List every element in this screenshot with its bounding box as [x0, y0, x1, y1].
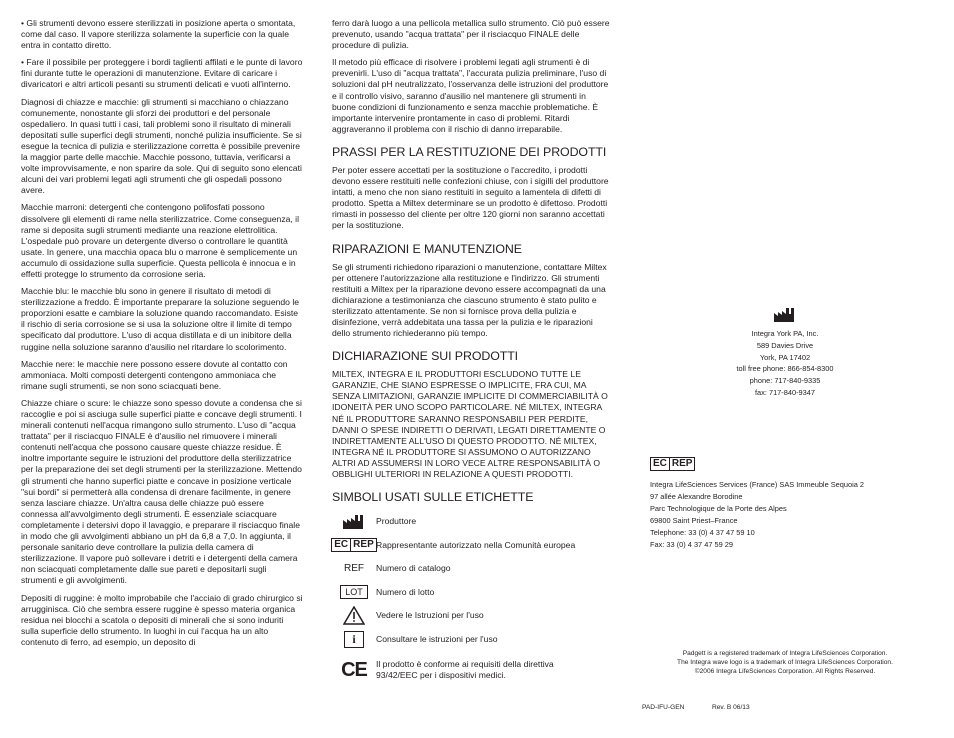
paragraph: Macchie marroni: detergenti che contengono polifosfati possono dissolvere gli elementi di rame nella sterilizzatrice. Come conseguenza, il rame si deposita sugli strumenti mediante una reazione elettrolitica. L'ospedale può provare un detergente diverso o controllare le quantità usate. In genere, una macchia opaca blu o marrone è semplicemente un accumulo di ossidazione sulla superficie. Questa pellicola è innocua e in effetti protegge lo strumento da corrosione seria. — [21, 202, 299, 279]
manufacturer-icon — [650, 306, 920, 324]
paragraph: • Gli strumenti devono essere sterilizzati in posizione aperta o smontata, come dal caso. Il vapore sterilizza solamente la superficie con la quale entra in contatto diretto. — [21, 18, 296, 51]
symbol-label: Rappresentante autorizzato nella Comunità europea — [376, 539, 576, 550]
symbol-row — [332, 557, 611, 581]
paragraph: Il metodo più efficace di risolvere i problemi legati agli strumenti è di prevenirli. L'uso di "acqua trattata", l'accurata pulizia preliminare, l'uso di soluzioni dal pH neutralizzato, l'osservanza delle istruzioni del produttore e il controllo visivo, saranno d'ausilio nel mantenere gli strumenti in buone condizioni di funzionamento e senza macchie problematiche. È importante intervenire prontamente in caso di problemi. Ritardi aggraveranno il problema con il rischio di danno irreparabile. — [332, 57, 609, 134]
heading-repairs: RIPARAZIONI E MANUTENZIONE — [332, 241, 522, 256]
symbol-label: Vedere le Istruzioni per l'uso — [376, 610, 484, 621]
revision-code: Rev. B 06/13 — [712, 704, 750, 711]
warning-icon — [332, 606, 376, 625]
symbol-row — [332, 655, 611, 685]
heading-disclaimer: DICHIARAZIONE SUI PRODOTTI — [332, 349, 519, 364]
symbol-row — [332, 628, 611, 652]
symbol-label: Consultare le istruzioni per l'uso — [376, 633, 498, 644]
heading-symbols: SIMBOLI USATI SULLE ETICHETTE — [332, 490, 534, 505]
manufacturer-icon — [332, 514, 376, 530]
symbol-row — [332, 534, 611, 558]
symbol-row — [332, 581, 611, 605]
paragraph: Se gli strumenti richiedono riparazioni o manutenzione, contattare Miltex per ottenere l'autorizzazione alla restituzione e l'indirizzo. Gli strumenti restituiti a Miltex per la riparazione devono essere accompagnati da una dichiarazione a testimonianza che ciascuno strumento è stato pulito e sterilizzato attentamente. Se non si fornisce prova della pulizia e disinfezione, verrà addebitata una tassa per la pulizia e le riparazioni dello strumento richiederanno più tempo. — [332, 261, 607, 339]
symbol-label: Numero di catalogo — [376, 563, 451, 574]
eu-representative-address: Integra LifeSciences Services (France) SAS Immeuble Sequoia 2 97 allée Alexandre Borodine Parc Technologique de la Porte des Alpes 69800 Saint Priest–France Telephone: 33 (0) 4 37 47 59 10 Fax: 33 (0) 4 37 47 59 29 — [650, 479, 865, 549]
column-left — [21, 18, 303, 654]
paragraph: Macchie blu: le macchie blu sono in genere il risultato di metodi di sterilizzazione a freddo. È importante preparare la soluzione seguendo le proporzioni esatte e cambiare la soluzione quando raccomandato. Esiste il rischio di seria corrosione se si usa la soluzione oltre il limite di tempo specificato dal produttore. L'uso di acqua distillata e di un inibitore della ruggine nella soluzione saranno d'ausilio nel ritardare lo scolorimento. — [21, 286, 300, 352]
paragraph: Diagnosi di chiazze e macchie: gli strumenti si macchiano o chiazzano comunemente, nonostante gli sforzi dei produttori e del personale ospedaliero. In quasi tutti i casi, tali problemi sono il risultato di minerali depositati sulle superfici degli strumenti, nonché pulizia insufficiente. Se si esegue la tecnica di pulizia e sterilizzazione corretta è possibile prevenire la maggior parte delle macchie. Macchie possono, tuttavia, verificarsi a volte improvvisamente, e non sparire da sole. Qui di seguito sono elencati alcuni dei vari problemi legati agli strumenti che gli ospedali possono avere. — [21, 96, 302, 196]
paragraph: MILTEX, INTEGRA E IL PRODUTTORI ESCLUDONO TUTTE LE GARANZIE, CHE SIANO ESPRESSE O IMPLICITE, FRA CUI, MA SENZA LIMITAZIONI, GARANZIE IMPLICITE DI COMMERCIABILITÀ O IDONEITÀ PER UNO SCOPO PARTICOLARE. NÉ MILTEX, INTEGRA NÉ IL PRODUTTORE SARANNO RESPONSABILI PER PERDITE, DANNI O SPESE INDIRETTI O DERIVATI, LEGATI DIRETTAMENTE O INDIRETTAMENTE ALL'USO DI QUESTO PRODOTTO. NÉ MILTEX, INTEGRA NÉ IL PRODUTTORE SI ASSUMONO O AUTORIZZANO ALTRI AD ASSUMERSI IN LORO VECE ALTRE RESPONSABILITÀ O OBBLIGHI ULTERIORI IN RELAZIONE A QUESTI PRODOTTI. — [332, 369, 608, 479]
consult-ifu-icon: i — [332, 631, 376, 648]
symbol-row — [332, 510, 611, 534]
paragraph: Macchie nere: le macchie nere possono essere dovute al contatto con ammoniaca. Molti composti detergenti contengono ammoniaca che rimane sugli strumenti, se non sono sciacquati bene. — [21, 358, 288, 391]
paragraph: ferro darà luogo a una pellicola metallica sullo strumento. Ciò può essere prevenuto, usando "acqua trattata" per il risciacquo FINALE delle procedure di pulizia. — [332, 18, 610, 51]
ec-rep-icon: EC REP — [332, 538, 376, 552]
symbol-label: Il prodotto è conforme ai requisiti della direttiva 93/42/EEC per i dispositivi medici. — [376, 659, 554, 681]
ec-rep-icon: EC REP — [650, 457, 920, 471]
symbol-label: Produttore — [376, 516, 417, 527]
document-code: PAD-IFU-GEN — [642, 704, 685, 711]
lot-icon: LOT — [332, 585, 376, 599]
heading-returns: PRASSI PER LA RESTITUZIONE DEI PRODOTTI — [332, 144, 607, 159]
column-right — [650, 18, 920, 551]
paragraph: Per poter essere accettati per la sostituzione o l'accredito, i prodotti devono essere restituiti nelle confezioni chiuse, con i sigilli del produttore intatti, a meno che non siano restituiti in seguito a lamentela di difetti di prodotto. Spetta a Miltex determinare se un prodotto è difettoso. Prodotti rimasti in possesso del cliente per oltre 120 giorni non saranno accettati per la sostituzione. — [332, 164, 609, 231]
symbol-label: Numero di lotto — [376, 586, 435, 597]
ref-icon: REF — [344, 563, 364, 575]
paragraph: Depositi di ruggine: è molto improbabile che l'acciaio di grado chirurgico si arrugginisca. Ciò che sembra essere ruggine è spesso materia organica residua nei blocchi a scatola o depositi di minerali che si sono induriti sulla superficie dello strumento. In luoghi in cui l'acqua ha un alto contenuto di ferro, ad esempio, un deposito di — [21, 592, 303, 647]
ce-mark-icon: CE — [341, 658, 367, 681]
paragraph: • Fare il possibile per proteggere i bordi taglienti affilati e le punte di lavoro fini durante tutte le operazioni di manutenzione. Evitare di caricare i divaricatori e altri articoli pesanti su strumenti delicati e vuoti all'interno. — [21, 57, 303, 90]
symbol-row — [332, 604, 611, 628]
column-middle — [332, 18, 611, 685]
paragraph: Chiazze chiare o scure: le chiazze sono spesso dovute a condensa che si raccoglie e poi si asciuga sulle superfici piatte e concave degli strumenti. I minerali contenuti nell'acqua rimangono sullo strumento. L'uso di "acqua trattata" per il risciacquo FINALE è d'ausilio nel rimuovere i minerali contenuti nell'acqua che possono causare queste chiazze residue. È inoltre importante seguire le istruzioni del produttore della sterilizzatrice per la preparazione dei set degli strumenti per la sterilizzazione. Mettendo gli strumenti che hanno superfici piatte e concave in posizione verticale "sui bordi" si permetterà alla condensa di drenare facilmente, in genere senza lasciare chiazze. Un'altra causa delle chiazze può essere connessa all'avvolgimento degli strumenti. È essenziale sciacquare completamente i detersivi dopo il lavaggio, e preparare il risciacquo finale in modo che gli avvolgimenti abbiano un pH da 6,8 a 7,0. In aggiunta, il personale sanitario deve controllare la pulizia della camera di sterilizzazione. Il vapore può sollevare i detriti e i detergenti della camera non sciacquati completamente dalle sue pareti e depositarli sugli strumenti e gli avvolgimenti. — [21, 397, 302, 586]
trademark-notice: Padgett is a registered trademark of Integra LifeSciences Corporation. The Integra wave logo is a trademark of Integra LifeSciences Corporation. ©2006 Integra LifeSciences Corporation. All Rights Reserved. — [677, 650, 893, 675]
manufacturer-address: Integra York PA, Inc. 589 Davies Drive York, PA 17402 toll free phone: 866-854-8300 phone: 717-840-9335 fax: 717-840-9347 — [736, 329, 834, 397]
